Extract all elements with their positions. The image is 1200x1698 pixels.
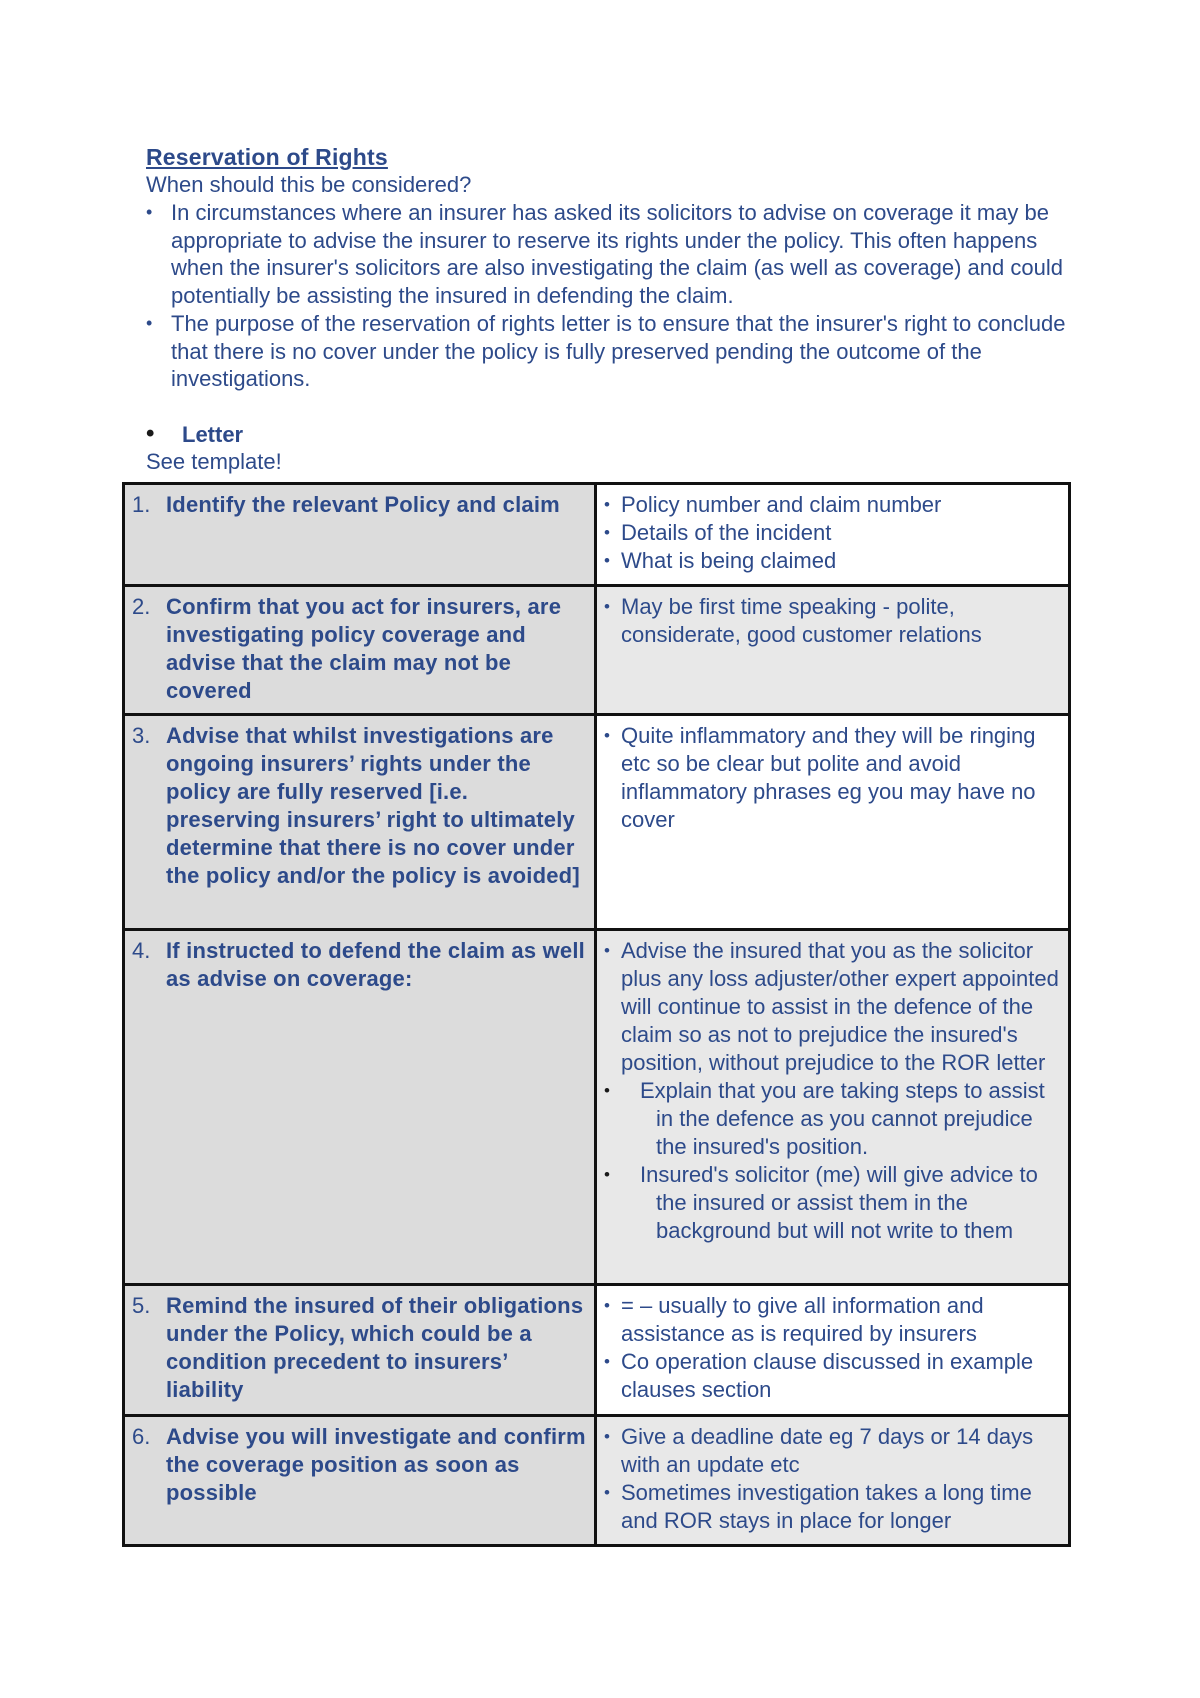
- notes-list: [604, 1423, 1061, 1535]
- page-title: Reservation of Rights: [146, 144, 388, 170]
- step-cell: [124, 930, 596, 1285]
- see-template-note: See template!: [146, 448, 282, 474]
- note-item: • Sometimes investigation takes a long time and ROR stays in place for longer: [604, 1479, 1061, 1535]
- notes-cell: [596, 586, 1070, 715]
- table-row: [124, 586, 1070, 715]
- notes-list: [604, 1292, 1061, 1404]
- sub-note-item: • Explain that you are taking steps to assist in the defence as you cannot prejudice the insured's position.: [604, 1077, 1061, 1161]
- notes-list: [604, 491, 1061, 575]
- table-row: [124, 930, 1070, 1285]
- letter-steps-table: [122, 482, 1071, 1547]
- letter-heading: • Letter: [146, 421, 1066, 448]
- step-number: 5.: [132, 1293, 151, 1318]
- step-cell: [124, 586, 596, 715]
- step-number: 1.: [132, 492, 151, 517]
- table-row: [124, 715, 1070, 930]
- document-page: [146, 143, 1066, 475]
- note-item: • Advise the insured that you as the solicitor plus any loss adjuster/other expert appointed will continue to assist in the defence of the claim so as not to prejudice the insured's position, without prejudice to the ROR letter: [604, 937, 1061, 1077]
- intro-bullet-list: [146, 199, 1066, 393]
- note-item: • Quite inflammatory and they will be ringing etc so be clear but polite and avoid inflammatory phrases eg you may have no cover: [604, 722, 1061, 834]
- step-cell: [124, 715, 596, 930]
- notes-cell: [596, 930, 1070, 1285]
- note-item: • May be first time speaking - polite, considerate, good customer relations: [604, 593, 1061, 649]
- table-row: [124, 1416, 1070, 1546]
- step-cell: [124, 484, 596, 586]
- step-cell: [124, 1285, 596, 1416]
- notes-list: [604, 722, 1061, 834]
- notes-list: [604, 937, 1061, 1245]
- notes-cell: [596, 715, 1070, 930]
- step-text: If instructed to defend the claim as well as advise on coverage:: [166, 938, 585, 991]
- step-number: 6.: [132, 1424, 151, 1449]
- table-row: [124, 1285, 1070, 1416]
- sub-note-item: • Insured's solicitor (me) will give advice to the insured or assist them in the background but will not write to them: [604, 1161, 1061, 1245]
- table-row: [124, 484, 1070, 586]
- notes-cell: [596, 1416, 1070, 1546]
- note-item: • = – usually to give all information and assistance as is required by insurers: [604, 1292, 1061, 1348]
- note-item: • Co operation clause discussed in example clauses section: [604, 1348, 1061, 1404]
- step-text: Remind the insured of their obligations under the Policy, which could be a condition precedent to insurers’ liability: [166, 1293, 584, 1402]
- step-cell: [124, 1416, 596, 1546]
- step-text: Advise that whilst investigations are ongoing insurers’ rights under the policy are fully reserved [i.e. preserving insurers’ right to ultimately determine that there is no cover under the policy and/or the policy is avoided]: [166, 723, 580, 888]
- intro-bullet: • In circumstances where an insurer has asked its solicitors to advise on coverage it may be appropriate to advise the insurer to reserve its rights under the policy. This often happens when the insurer's solicitors are also investigating the claim (as well as coverage) and could potentially be assisting the insured in defending the claim.: [146, 199, 1066, 310]
- notes-list: [604, 593, 1061, 649]
- step-text: Confirm that you act for insurers, are investigating policy coverage and advise that the claim may not be covered: [166, 594, 562, 703]
- intro-bullet: • The purpose of the reservation of rights letter is to ensure that the insurer's right to conclude that there is no cover under the policy is fully preserved pending the outcome of the investigations.: [146, 310, 1066, 393]
- step-text: Advise you will investigate and confirm the coverage position as soon as possible: [166, 1424, 586, 1505]
- step-number: 3.: [132, 723, 151, 748]
- note-item: • Details of the incident: [604, 519, 1061, 547]
- note-item: • Policy number and claim number: [604, 491, 1061, 519]
- notes-cell: [596, 1285, 1070, 1416]
- step-number: 4.: [132, 938, 151, 963]
- page-subtitle: When should this be considered?: [146, 172, 472, 197]
- step-number: 2.: [132, 594, 151, 619]
- notes-cell: [596, 484, 1070, 586]
- note-item: • Give a deadline date eg 7 days or 14 days with an update etc: [604, 1423, 1061, 1479]
- step-text: Identify the relevant Policy and claim: [166, 492, 560, 517]
- note-item: • What is being claimed: [604, 547, 1061, 575]
